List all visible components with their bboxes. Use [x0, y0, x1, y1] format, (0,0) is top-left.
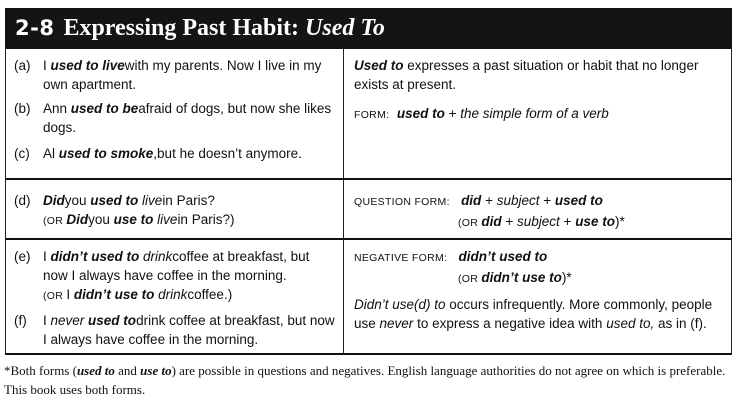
- table-row-questions: [6, 179, 732, 239]
- bold-phrase: used to: [554, 192, 603, 208]
- italic-phrase: subject: [496, 192, 540, 208]
- example-label: (e): [14, 248, 31, 264]
- explanation-text: [344, 49, 731, 94]
- example-text: [43, 99, 343, 137]
- chart-title-main: Expressing Past Habit:: [63, 14, 306, 41]
- negative-form: [344, 240, 731, 289]
- bold-phrase: didn’t use to: [73, 286, 155, 302]
- or-marker: (OR: [458, 272, 482, 285]
- example-text: [43, 144, 343, 163]
- examples-cell-negatives: [6, 239, 344, 355]
- bold-phrase: used to smoke: [58, 146, 154, 161]
- example-a: [6, 56, 343, 94]
- examples-cell-questions: [6, 179, 344, 239]
- example-label: (a): [14, 58, 31, 73]
- example-b: [6, 99, 343, 137]
- example-c: [6, 144, 343, 163]
- text-part: ) are possible in questions and negatives. English language authorities do not agree on which is preferable. This book uses both forms.: [4, 363, 726, 397]
- text-part: +: [444, 106, 461, 121]
- explanation-cell-questions: [344, 179, 732, 239]
- example-e: [6, 247, 343, 306]
- text-part: Both forms (: [10, 363, 77, 378]
- bold-phrase: Did: [66, 211, 89, 227]
- italic-phrase: live: [138, 192, 163, 208]
- text-part: +: [559, 213, 576, 229]
- text-part: +: [501, 213, 518, 229]
- text-part: you: [88, 211, 114, 227]
- text-part: I: [43, 58, 51, 73]
- text-part: in Paris?: [162, 192, 215, 208]
- examples-cell-statements: [6, 49, 344, 179]
- italic-phrase: never: [50, 312, 85, 328]
- text-part: I: [66, 286, 74, 302]
- italic-phrase: Didn’t use(d) to: [354, 296, 446, 312]
- example-f: [6, 311, 343, 349]
- text-part: coffee at breakfast, but now I always have coffee in the morning.: [43, 248, 310, 283]
- text-part: ,but he doesn’t anymore.: [153, 146, 302, 161]
- bold-phrase: use to: [113, 211, 154, 227]
- bold-phrase: use to: [140, 363, 172, 378]
- table-row-statements: [6, 49, 732, 179]
- text-part: I: [43, 312, 51, 328]
- bold-phrase: used to: [84, 312, 137, 328]
- italic-phrase: subject: [517, 213, 560, 229]
- text-part: +: [539, 192, 555, 208]
- text-part: occurs infrequently. More commonly, people use: [354, 296, 713, 331]
- chart-number: 2-8: [15, 16, 55, 40]
- bold-phrase: Used to: [354, 58, 404, 73]
- question-form-alt: [354, 212, 723, 233]
- or-marker: (OR: [458, 216, 482, 229]
- italic-phrase: drink: [154, 286, 188, 302]
- footnote: [4, 361, 734, 399]
- text-part: )*: [561, 269, 572, 285]
- form-label: NEGATIVE FORM:: [354, 251, 448, 264]
- or-marker: (OR: [43, 289, 67, 302]
- chart-header: [5, 8, 732, 48]
- italic-phrase: the simple form of a verb: [460, 106, 609, 121]
- text-part: in Paris?): [177, 211, 235, 227]
- footnote-star: *: [4, 363, 11, 378]
- bold-phrase: use to: [575, 213, 615, 229]
- example-label: (f): [14, 312, 27, 328]
- text-part: expresses a past situation or habit that no longer exists at present.: [354, 58, 699, 92]
- italic-phrase: drink: [139, 248, 173, 264]
- bold-phrase: used to: [90, 192, 139, 208]
- bold-phrase: used to: [76, 363, 115, 378]
- text-part: drink coffee at breakfast, but now I always have coffee in the morning.: [43, 312, 335, 347]
- chart-title: [63, 15, 384, 42]
- example-label: (d): [14, 192, 31, 208]
- text-part: Ann: [43, 101, 71, 116]
- explanation-cell-negatives: [344, 239, 732, 355]
- grammar-table: [5, 48, 732, 355]
- text-part: to express a negative idea with: [413, 315, 607, 331]
- negative-form-alt: [354, 268, 723, 289]
- form-label: FORM:: [354, 109, 390, 121]
- explanation-cell-statements: [344, 49, 732, 179]
- bold-phrase: did: [461, 192, 482, 208]
- text-part: )*: [614, 213, 625, 229]
- bold-phrase: used to be: [70, 101, 139, 116]
- text-part: as in (f).: [654, 315, 707, 331]
- bold-phrase: did: [481, 213, 502, 229]
- or-marker: (OR: [43, 214, 67, 227]
- bold-phrase: didn’t used to: [458, 248, 548, 264]
- italic-phrase: used to,: [606, 315, 655, 331]
- negative-explanation: [344, 289, 731, 333]
- text-part: and: [114, 363, 141, 378]
- example-label: (c): [14, 146, 30, 161]
- italic-phrase: live: [153, 211, 178, 227]
- example-text: [43, 247, 343, 306]
- example-text: [43, 56, 343, 94]
- table-row-negatives: [6, 239, 732, 355]
- text-part: coffee.): [187, 286, 233, 302]
- text-part: +: [481, 192, 497, 208]
- example-label: (b): [14, 101, 31, 116]
- text-part: Al: [43, 146, 59, 161]
- form-line: [344, 94, 731, 125]
- text-part: afraid of dogs, but now she likes dogs.: [43, 101, 332, 135]
- text-part: I: [43, 248, 51, 264]
- bold-phrase: didn’t use to: [481, 269, 562, 285]
- text-part: you: [64, 192, 91, 208]
- bold-phrase: didn’t used to: [50, 248, 140, 264]
- question-form: [344, 180, 731, 233]
- chart-title-italic: Used To: [305, 14, 385, 41]
- example-text: [43, 191, 343, 231]
- bold-phrase: used to: [396, 106, 445, 121]
- bold-phrase: Did: [43, 192, 65, 208]
- form-label: QUESTION FORM:: [354, 195, 450, 208]
- example-d: [6, 191, 343, 231]
- bold-phrase: used to live: [50, 58, 125, 73]
- italic-phrase: never: [379, 315, 414, 331]
- text-part: with my parents. Now I live in my own apartment.: [43, 58, 322, 92]
- example-text: [43, 311, 343, 349]
